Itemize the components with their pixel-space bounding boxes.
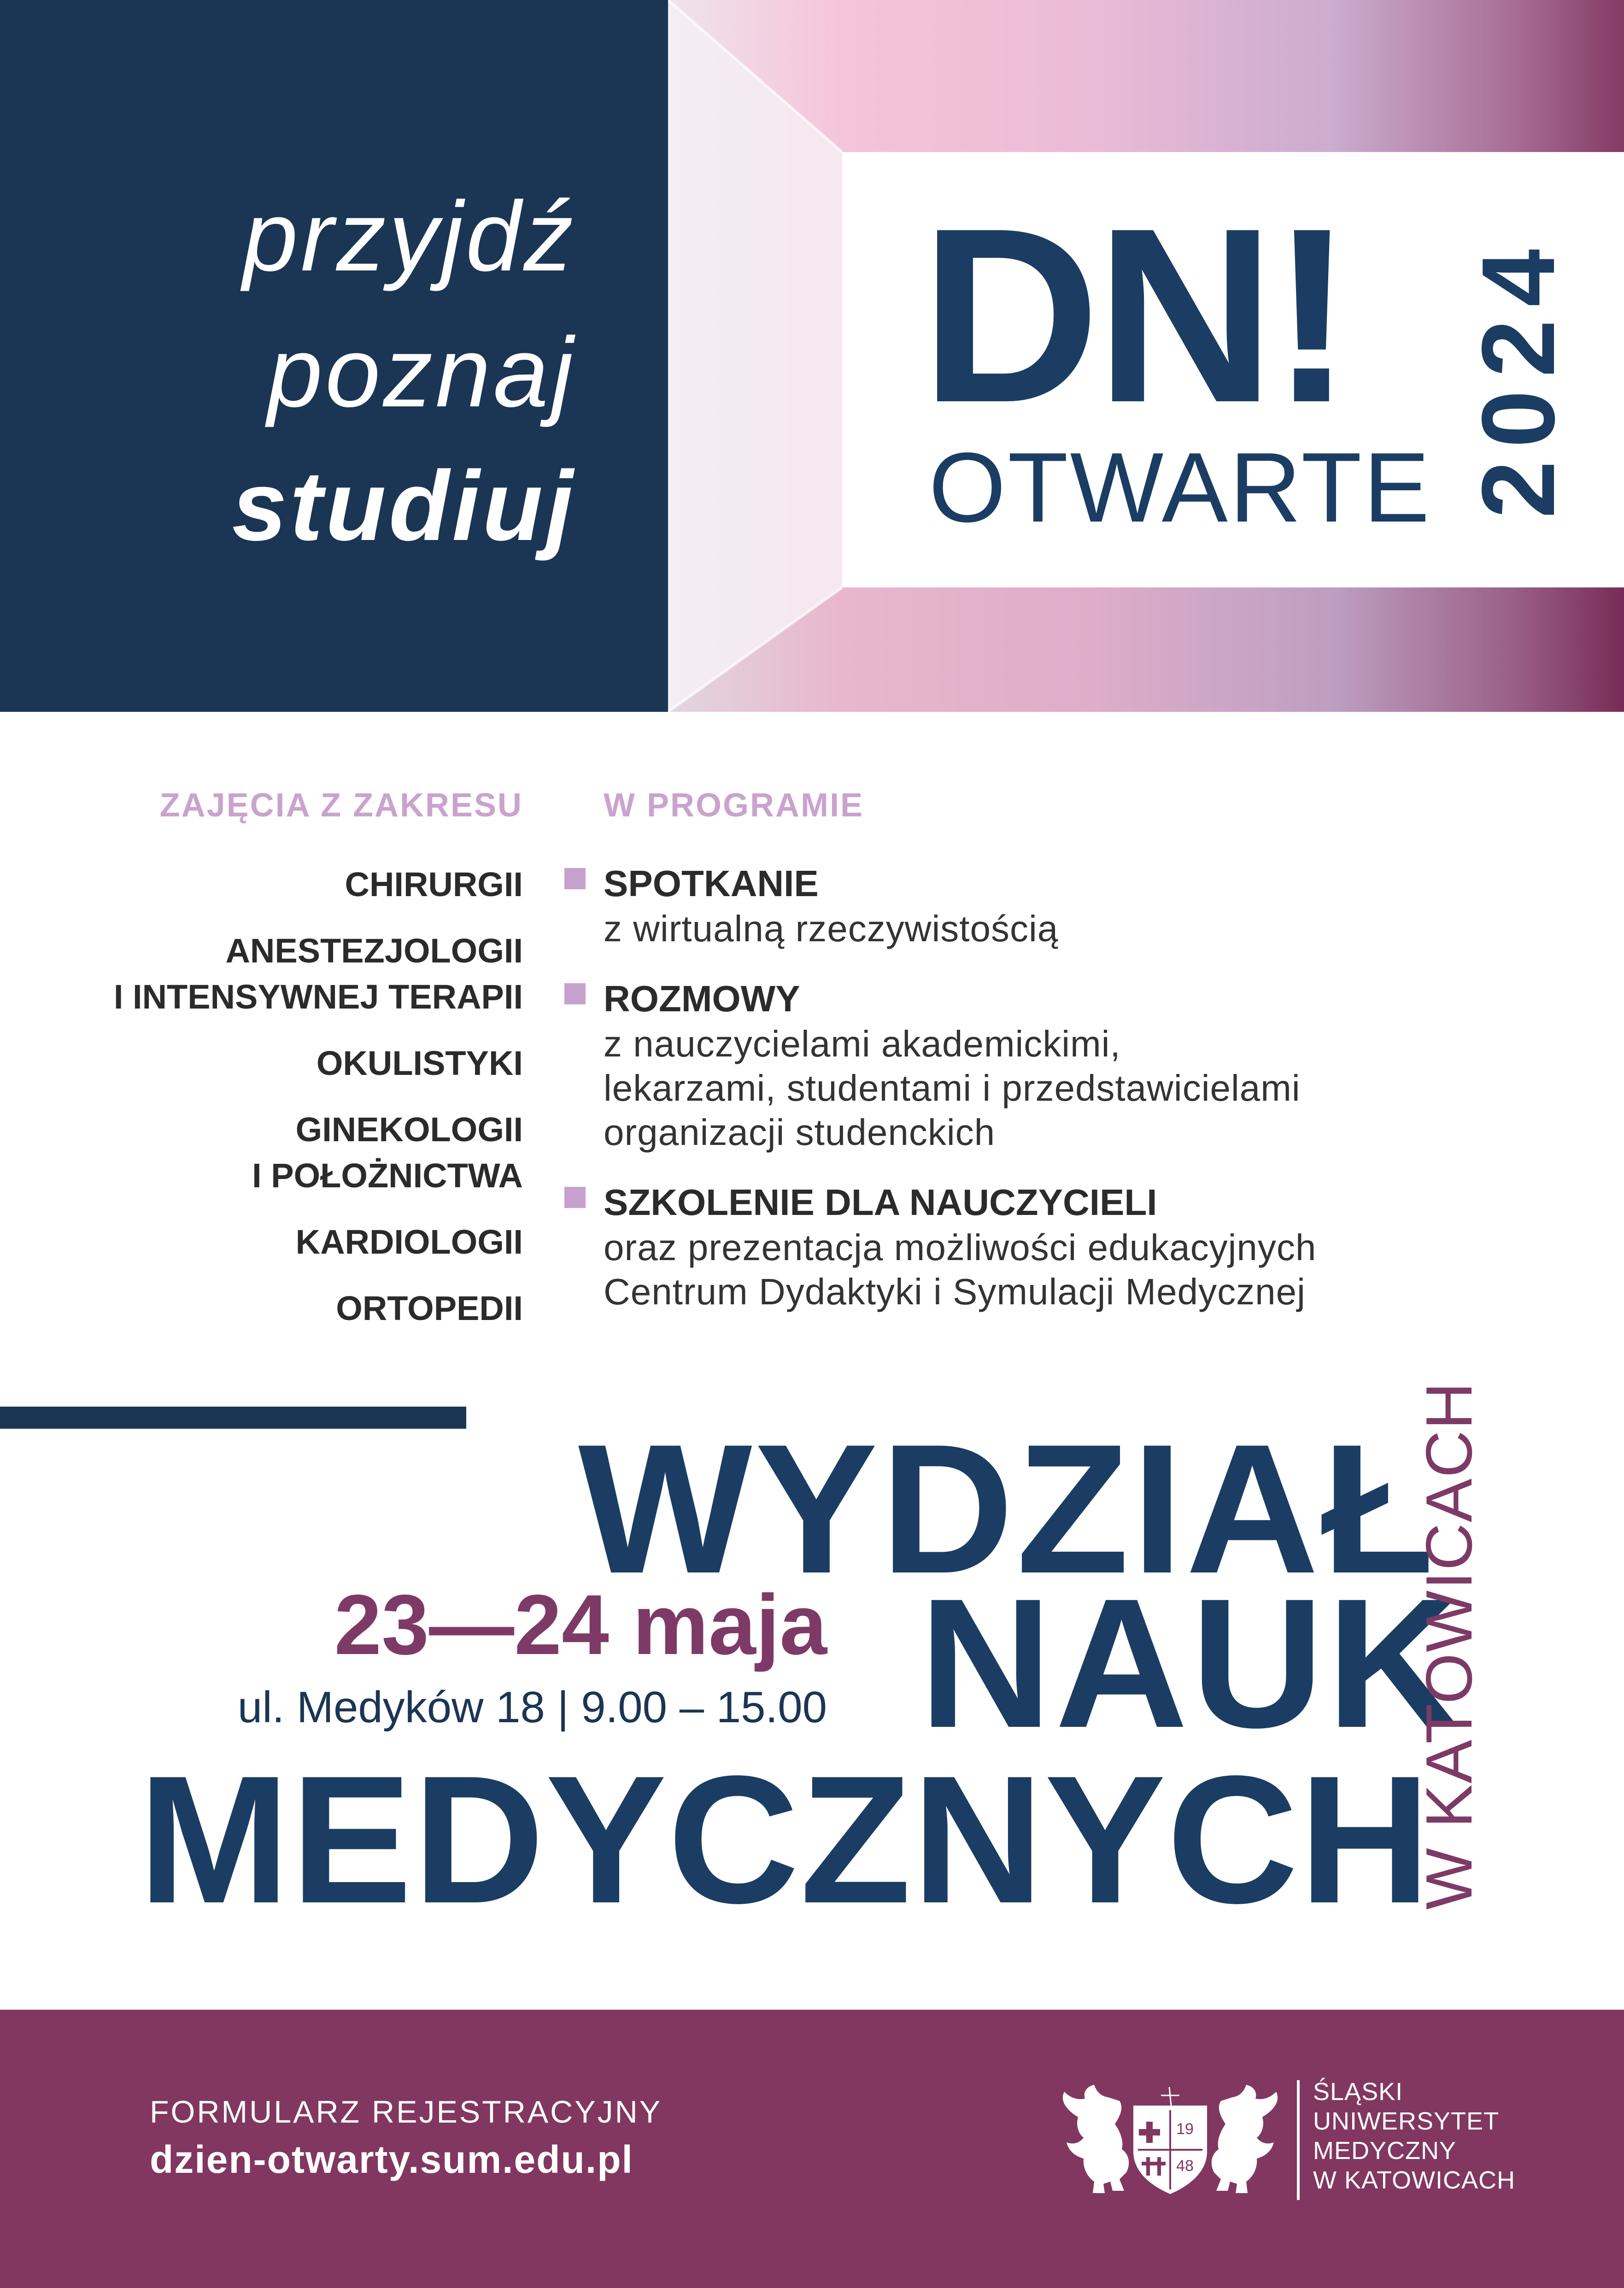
open-days-title-box — [842, 152, 1624, 587]
registration-form-link[interactable]: dzien-otwarty.sum.edu.pl — [150, 2138, 633, 2181]
slogan-line-study: studiuj — [232, 450, 576, 561]
faculty-title-line-2: NAUK — [919, 1560, 1463, 1766]
faculty-title-line-3: MEDYCZNYCH — [138, 1737, 1431, 1941]
square-bullet-icon — [564, 1187, 586, 1208]
slogan-line-discover: poznaj — [267, 317, 576, 428]
course-item: KARDIOLOGII — [295, 1223, 523, 1261]
program-item — [564, 861, 1555, 951]
open-days-title-sub: OTWARTE — [929, 432, 1432, 543]
program-item-desc: z nauczycielami akademickimi, lekarzami, studentami i przedstawicielami organizacji studenckich — [604, 1023, 1301, 1153]
course-list — [0, 862, 523, 1352]
program-item-title: SZKOLENIE DLA NAUCZYCIELI — [604, 1182, 1157, 1223]
university-crest-logo — [1050, 2073, 1290, 2207]
faculty-city: W KATOWICACH — [1413, 1381, 1486, 1910]
program-item-title: ROZMOWY — [604, 978, 800, 1019]
open-days-title-main: DN! — [920, 176, 1349, 454]
program-item — [564, 976, 1555, 1155]
courses-heading: ZAJĘCIA Z ZAKRESU — [159, 787, 523, 824]
university-name: ŚLĄSKI UNIWERSYTET MEDYCZNY W KATOWICACH — [1313, 2078, 1515, 2194]
logo-year-bottom: 48 — [1176, 2157, 1194, 2175]
course-item: OKULISTYKI — [316, 1044, 523, 1082]
logo-year-top: 19 — [1176, 2120, 1194, 2138]
program-item — [564, 1179, 1555, 1314]
event-year: 2024 — [1460, 236, 1576, 518]
program-item-desc: z wirtualną rzeczywistością — [604, 908, 1059, 949]
registration-form-label: FORMULARZ REJESTRACYJNY — [150, 2094, 662, 2130]
logo-divider — [1297, 2080, 1300, 2200]
course-item: ANESTEZJOLOGII I INTENSYWNEJ TERAPII — [113, 932, 523, 1016]
accent-divider — [0, 1407, 466, 1429]
square-bullet-icon — [564, 983, 586, 1004]
program-list — [564, 861, 1555, 1339]
faculty-title-line-1: WYDZIAŁ — [578, 1406, 1437, 1612]
program-item-title: SPOTKANIE — [604, 863, 819, 904]
program-heading: W PROGRAMIE — [604, 787, 864, 824]
slogan-panel — [0, 0, 668, 712]
program-item-desc: oraz prezentacja możliwości edukacyjnych Centrum Dydaktyki i Symulacji Medycznej — [604, 1227, 1317, 1312]
course-item: GINEKOLOGII I POŁOŻNICTWA — [252, 1110, 523, 1195]
course-item: ORTOPEDII — [336, 1289, 523, 1327]
event-date: 23—24 maja — [334, 1578, 827, 1672]
course-item: CHIRURGII — [345, 865, 523, 903]
square-bullet-icon — [564, 868, 586, 889]
slogan-line-come: przyjdź — [242, 181, 576, 292]
event-address-hours: ul. Medyków 18 | 9.00 – 15.00 — [237, 1683, 827, 1732]
